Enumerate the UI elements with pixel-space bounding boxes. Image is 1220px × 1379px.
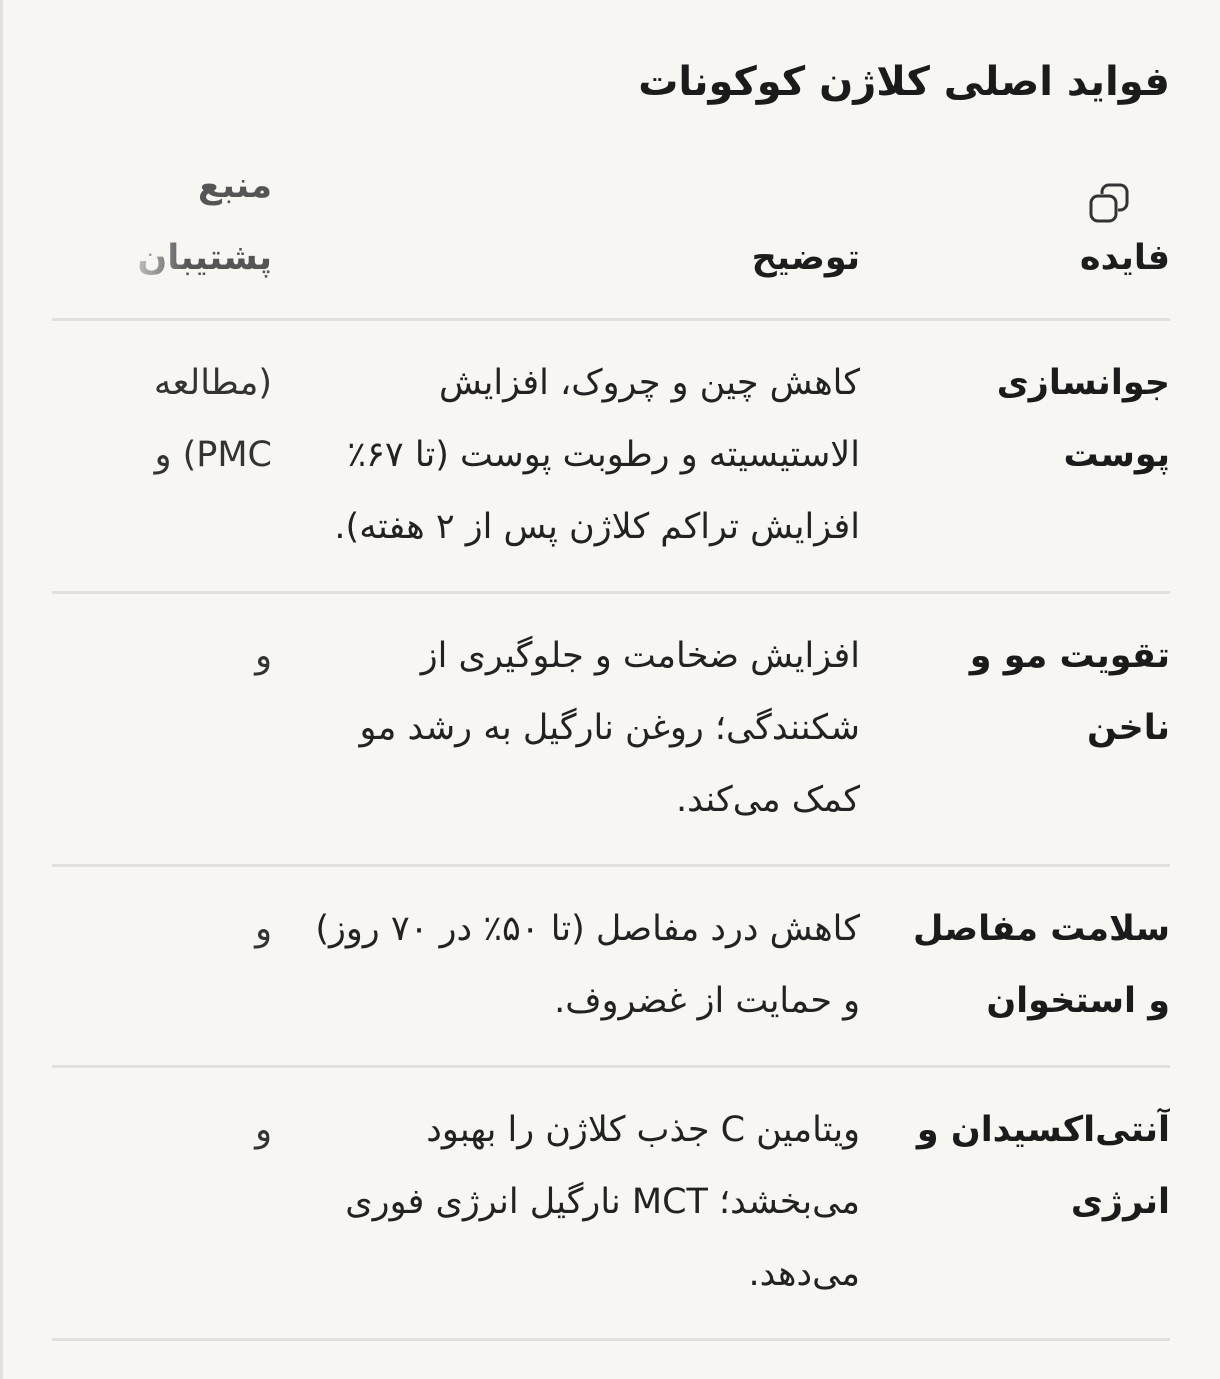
row-benefit: جوانسازی پوست: [860, 320, 1170, 593]
row-benefit: سلامت مفاصل و استخوان: [860, 866, 1170, 1067]
header-source: منبع پشتیبان: [52, 150, 272, 320]
table-row: [52, 320, 1170, 593]
section-heading: فواید اصلی کلاژن کوکونات: [638, 59, 1170, 105]
row-description: کاهش درد مفاصل (تا ۵۰٪ در ۷۰ روز) و حمایت از غضروف.: [272, 866, 860, 1067]
row-source: و: [52, 593, 272, 866]
table-header-row: [52, 150, 1170, 320]
row-source: و: [52, 866, 272, 1067]
row-source: (مطالعه PMC) و: [52, 320, 272, 593]
page-edge-rule: [0, 0, 3, 1379]
table-row: [52, 1067, 1170, 1340]
row-description: ویتامین C جذب کلاژن را بهبود می‌بخشد؛ MCT نارگیل انرژی فوری می‌دهد.: [272, 1067, 860, 1340]
benefits-table: [52, 150, 1170, 1341]
table-row: [52, 593, 1170, 866]
benefits-table-scroll[interactable]: [52, 150, 1170, 1379]
row-benefit: تقویت مو و ناخن: [860, 593, 1170, 866]
header-benefit: فایده: [860, 150, 1170, 320]
row-benefit: آنتی‌اکسیدان و انرژی: [860, 1067, 1170, 1340]
row-source: و: [52, 1067, 272, 1340]
row-description: کاهش چین و چروک، افزایش الاستیسیته و رطوبت پوست (تا ۶۷٪ افزایش تراکم کلاژن پس از ۲ هفته).: [272, 320, 860, 593]
header-description: توضیح: [272, 150, 860, 320]
row-description: افزایش ضخامت و جلوگیری از شکنندگی؛ روغن نارگیل به رشد مو کمک می‌کند.: [272, 593, 860, 866]
table-row: [52, 866, 1170, 1067]
